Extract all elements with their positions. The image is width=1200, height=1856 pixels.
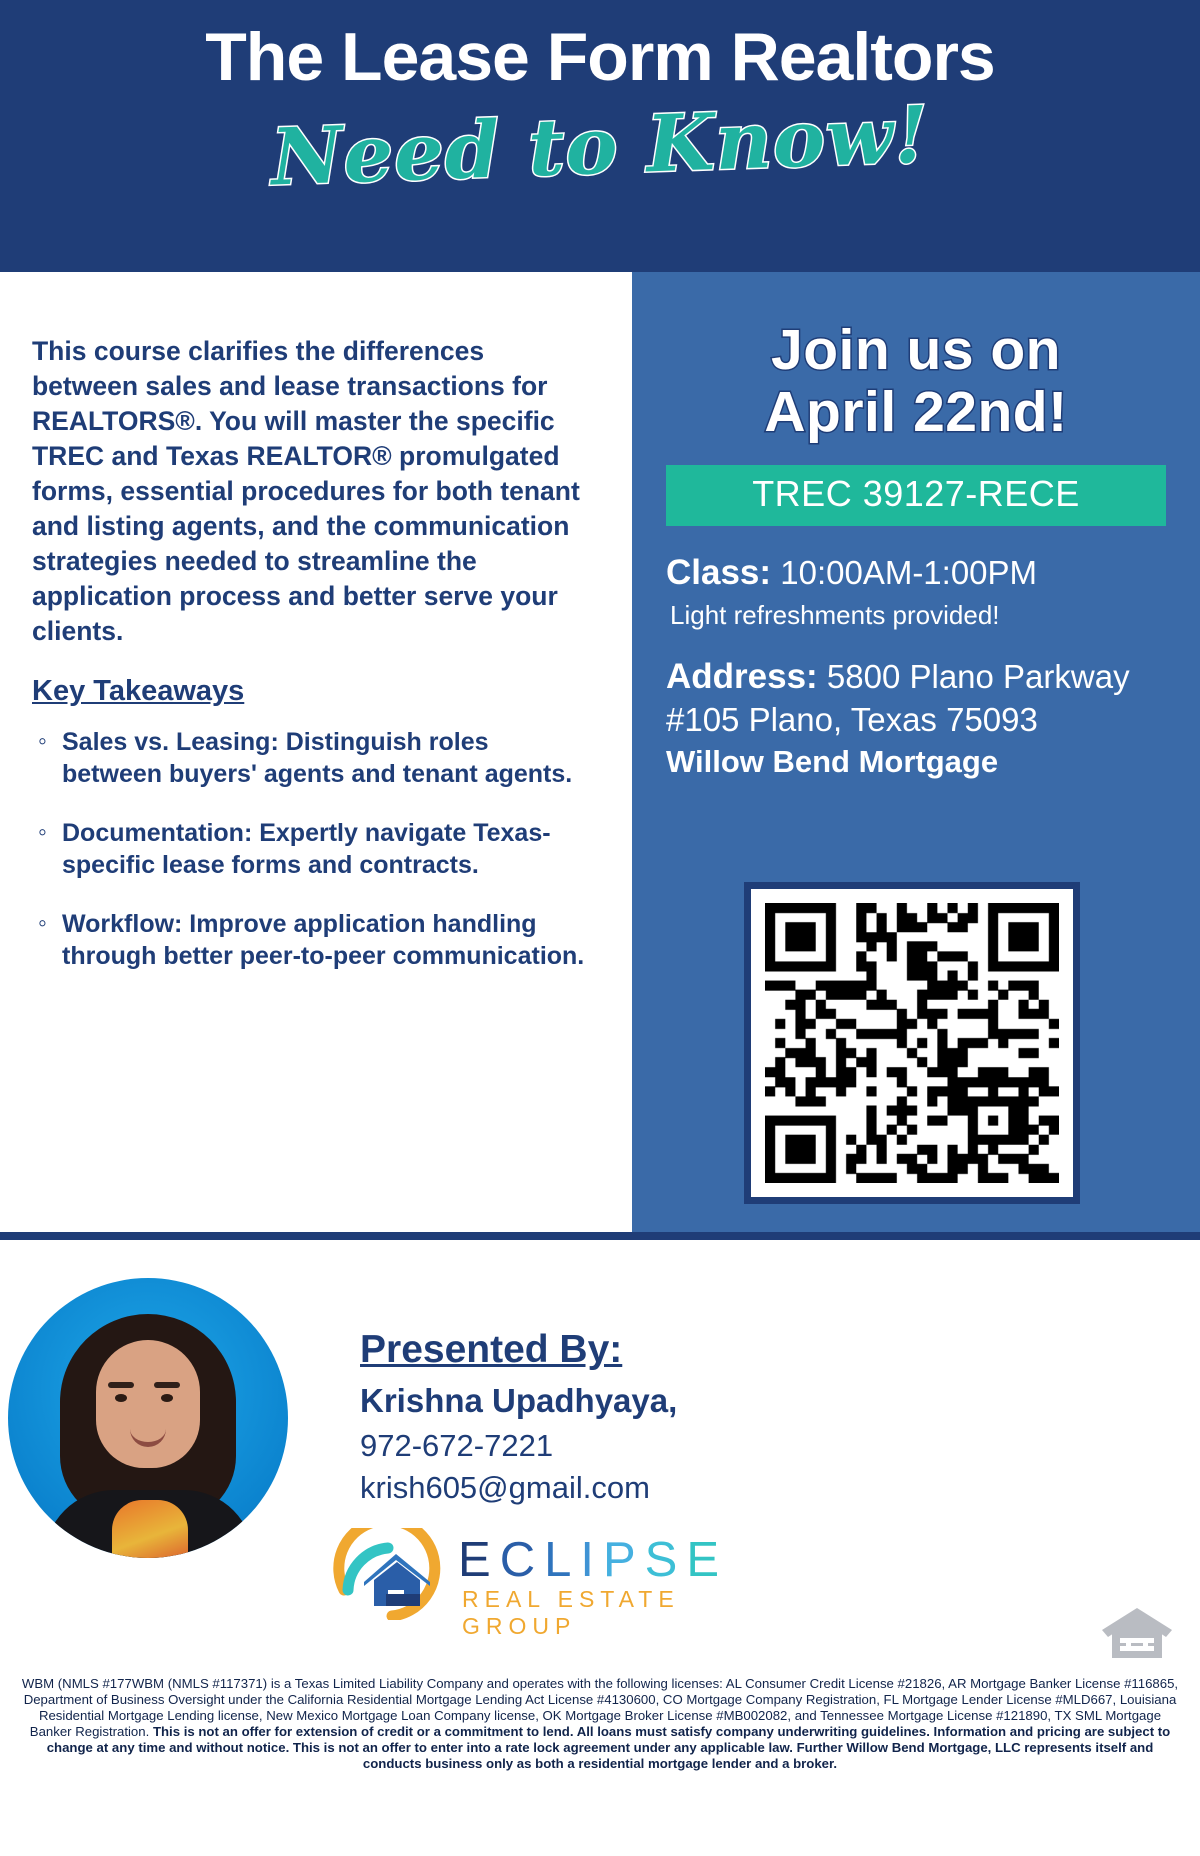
eclipse-logo <box>330 1528 760 1639</box>
logo-letter: E <box>686 1533 729 1587</box>
list-item: ◦ Workflow: Improve application handling through better peer-to-peer communication. <box>32 908 592 973</box>
avatar <box>8 1278 288 1558</box>
eclipse-wordmark <box>458 1532 728 1588</box>
list-item: ◦ Documentation: Expertly navigate Texas-specific lease forms and contracts. <box>32 817 592 882</box>
logo-letter: C <box>499 1533 545 1587</box>
eclipse-tagline: REAL ESTATE GROUP <box>462 1586 680 1639</box>
poster-header <box>0 0 1200 272</box>
avatar-eye-left <box>115 1394 127 1402</box>
logo-letter: L <box>544 1533 581 1587</box>
logo-letter: I <box>580 1533 603 1587</box>
address-label: Address: <box>666 657 818 697</box>
class-time-row <box>666 552 1166 594</box>
key-takeaways-list <box>32 726 592 973</box>
address-row <box>666 655 1166 740</box>
trec-course-badge: TREC 39127-RECE <box>666 465 1166 526</box>
avatar-face <box>96 1340 200 1468</box>
equal-housing-opportunity-icon <box>1100 1602 1174 1662</box>
presenter-section <box>0 1240 1200 1670</box>
header-script-subtitle: Need to Know! <box>269 89 931 204</box>
join-us-line-2: April 22nd! <box>764 379 1068 444</box>
presented-by-heading: Presented By: <box>360 1328 623 1371</box>
join-us-line-1: Join us on <box>771 318 1061 382</box>
disclaimer-licenses: WBM (NMLS #177WBM (NMLS #117371) is a Texas Limited Liability Company and operates with the following licenses: AL Consumer Credit License #21826, AR Mortgage Banker License #116865, Department of Business Oversight under the California Residential Mortgage Lending Act License #4130600, CO Mortgage Company Registration, FL Mortgage Lender License #MLD667, Louisiana Residential Mortgage Lending license, New Mexico Mortgage Loan Company license, OK Mortgage Broker License #MB002082, and Tennessee Mortgage License #121890, TX SML Mortgage Banker Registration. <box>21 1676 1179 1740</box>
event-details-column <box>632 272 1200 1232</box>
section-divider <box>0 1232 1200 1240</box>
list-item: ◦ Sales vs. Leasing: Distinguish roles between buyers' agents and tenant agents. <box>32 726 592 791</box>
logo-letter: E <box>458 1533 500 1587</box>
main-columns <box>0 272 1200 1232</box>
eclipse-house-icon <box>330 1528 460 1620</box>
refreshments-note: Light refreshments provided! <box>670 600 1000 631</box>
address-value: 5800 Plano Parkway #105 Plano, Texas 75093 <box>666 658 1130 738</box>
qr-code-canvas <box>765 903 1059 1183</box>
avatar-eye-right <box>161 1394 173 1402</box>
logo-letter: P <box>602 1533 645 1587</box>
class-time-value: 10:00AM-1:00PM <box>780 554 1038 592</box>
qr-code[interactable] <box>744 882 1080 1204</box>
course-description-column <box>0 272 632 1232</box>
course-intro-text: This course clarifies the differences between sales and lease transactions for REALTORS®. You will master the specific TREC and Texas REALTOR® promulgated forms, essential procedures for both tenant and listing agents, and the communication strategies needed to streamline the application process and better serve your clients. <box>32 336 580 646</box>
disclaimer-notice: This is not an offer for extension of credit or a commitment to lend. All loans must satisfy company underwriting guidelines. Information and pricing are subject to change at any time and without notice. This is not an offer to enter into a rate lock agreement under any applicable law. Further Willow Bend Mortgage, LLC represents itself and conducts business only as both a residential mortgage lender and a broker. <box>46 1724 1171 1772</box>
avatar-blouse <box>112 1500 188 1558</box>
presenter-email: krish605@gmail.com <box>360 1470 650 1505</box>
class-label: Class: <box>666 553 772 593</box>
venue-name: Willow Bend Mortgage <box>666 744 999 780</box>
page-title: The Lease Form Realtors <box>205 19 995 95</box>
avatar-brow-left <box>108 1382 134 1388</box>
avatar-brow-right <box>154 1382 180 1388</box>
presenter-phone: 972-672-7221 <box>360 1428 554 1463</box>
presenter-name: Krishna Upadhyaya, <box>360 1382 678 1419</box>
legal-disclaimer <box>0 1670 1200 1783</box>
logo-letter: S <box>644 1533 687 1587</box>
key-takeaways-heading: Key Takeaways <box>32 674 245 707</box>
